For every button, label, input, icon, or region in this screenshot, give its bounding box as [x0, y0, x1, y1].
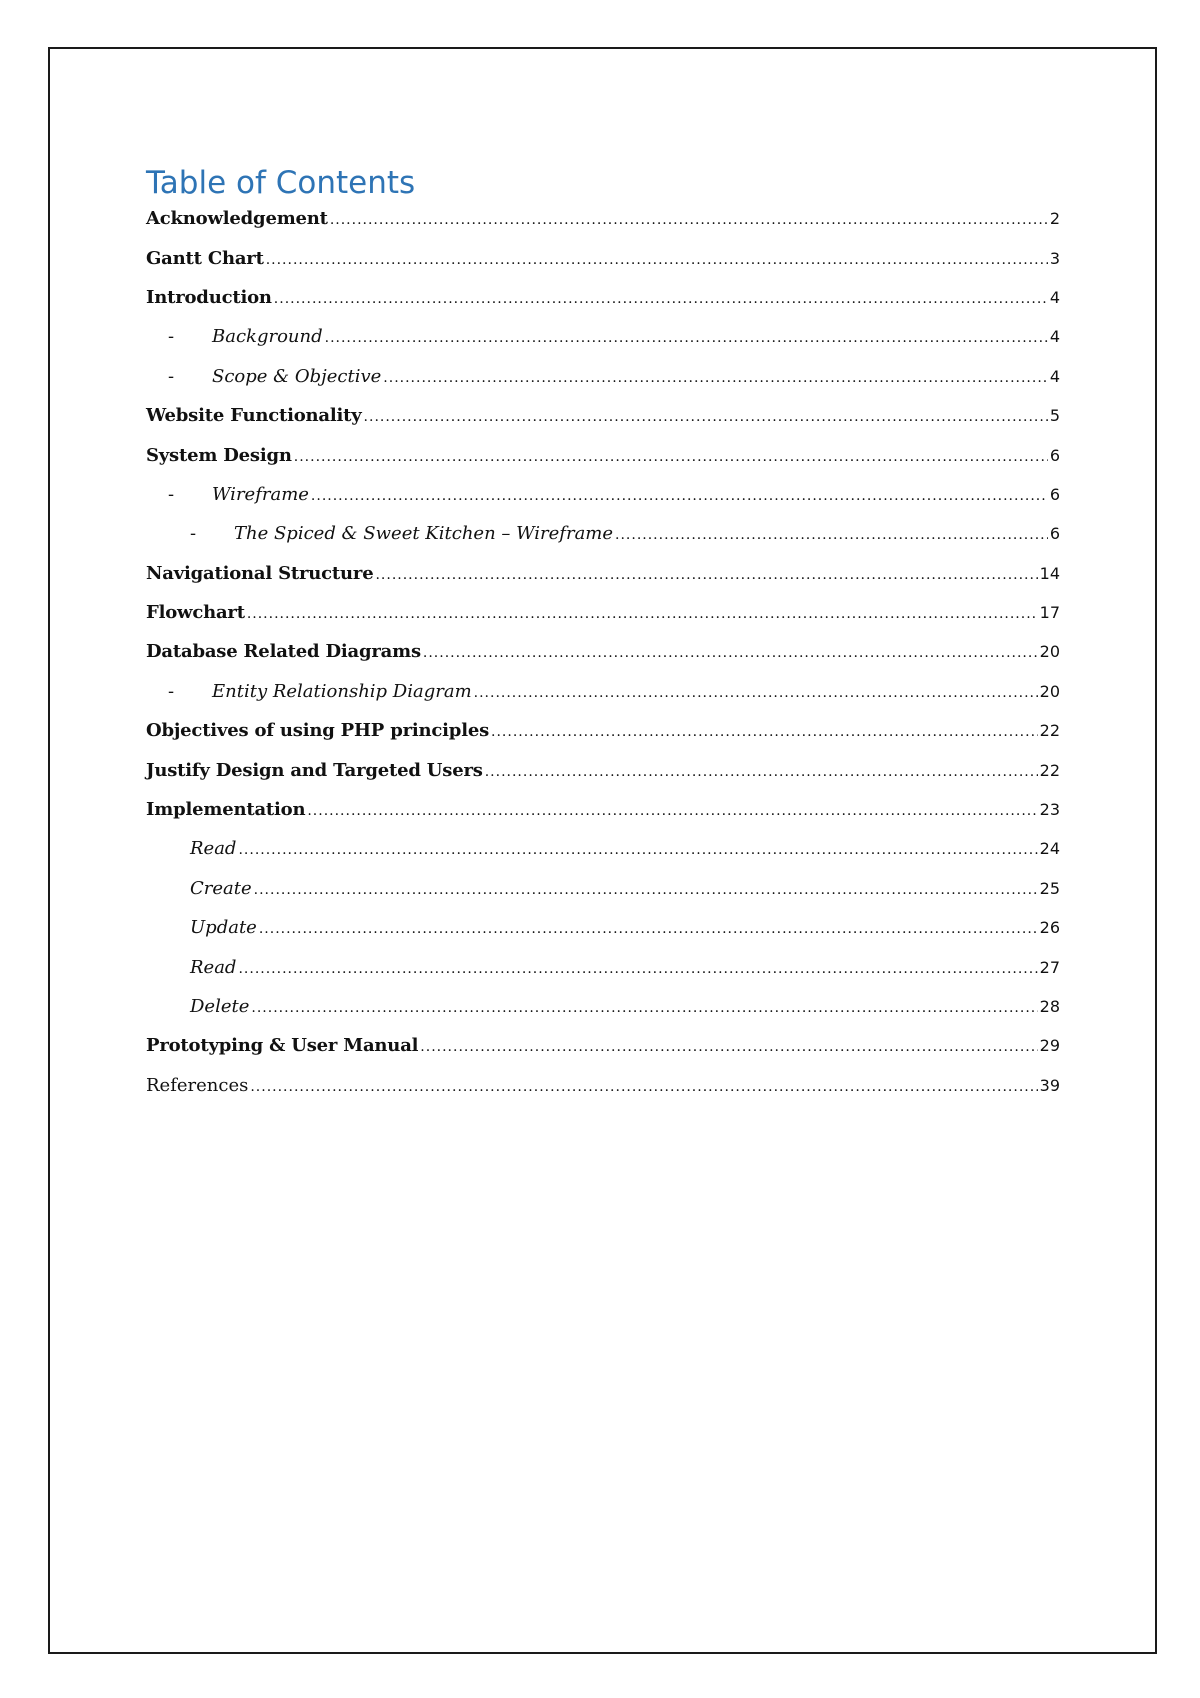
dot-leader [274, 287, 1048, 308]
table-of-contents [146, 165, 1060, 1114]
toc-entry-page: 17 [1039, 603, 1060, 623]
toc-entry-label: Background [212, 326, 323, 348]
dot-leader [251, 996, 1037, 1017]
toc-entry-php-objectives[interactable] [146, 720, 1060, 759]
dot-leader [238, 838, 1037, 859]
toc-entry-page: 6 [1049, 484, 1060, 504]
toc-entry-label: Read [190, 956, 237, 978]
toc-entry-page: 6 [1049, 445, 1060, 465]
toc-entry-page: 25 [1039, 878, 1060, 898]
toc-entry-label: System Design [146, 444, 292, 466]
list-dash: - [168, 680, 175, 702]
toc-entry-page: 28 [1039, 997, 1060, 1016]
toc-entry-implementation[interactable] [146, 799, 1060, 838]
toc-entry-label: Entity Relationship Diagram [212, 680, 472, 702]
toc-entry-introduction[interactable] [146, 287, 1060, 326]
toc-entry-label: The Spiced & Sweet Kitchen – Wireframe [234, 523, 614, 545]
dot-leader [375, 563, 1037, 584]
toc-entry-label: Database Related Diagrams [146, 641, 421, 663]
toc-entry-page: 20 [1039, 642, 1060, 662]
dot-leader [238, 957, 1037, 978]
toc-entry-page: 14 [1039, 563, 1060, 583]
toc-entry-label: Navigational Structure [146, 562, 374, 584]
toc-entry-label: Justify Design and Targeted Users [146, 759, 483, 781]
toc-entry-page: 4 [1049, 327, 1060, 347]
toc-entry-database-diagrams[interactable] [146, 641, 1060, 680]
toc-entry-label: Update [190, 917, 257, 939]
toc-entry-flowchart[interactable] [146, 602, 1060, 641]
toc-entry-background[interactable] [146, 326, 1060, 365]
toc-entry-system-design[interactable] [146, 445, 1060, 484]
toc-entry-wireframe[interactable] [146, 484, 1060, 523]
toc-entry-label: Create [190, 877, 252, 899]
toc-entry-page: 24 [1039, 839, 1060, 859]
toc-entry-scope-objective[interactable] [146, 366, 1060, 405]
toc-entry-page: 20 [1039, 681, 1060, 701]
toc-entry-label: Wireframe [212, 483, 309, 505]
dot-leader [423, 641, 1038, 662]
dot-leader [311, 484, 1048, 505]
dot-leader [330, 208, 1048, 229]
dot-leader [259, 917, 1038, 938]
toc-entry-kitchen-wireframe[interactable] [146, 523, 1060, 562]
list-dash: - [168, 483, 175, 505]
toc-entry-prototyping[interactable] [146, 1035, 1060, 1074]
dot-leader [266, 248, 1048, 269]
toc-entry-label: Gantt Chart [146, 247, 264, 269]
toc-entry-justify-design[interactable] [146, 760, 1060, 799]
toc-entry-page: 22 [1039, 721, 1060, 741]
dot-leader [254, 878, 1038, 899]
toc-entry-references[interactable] [146, 1075, 1060, 1114]
dot-leader [250, 1075, 1037, 1096]
toc-entry-label: Introduction [146, 286, 272, 308]
toc-entry-label: Prototyping & User Manual [146, 1035, 419, 1057]
toc-entry-page: 3 [1049, 248, 1060, 268]
toc-entry-label: Read [190, 838, 237, 860]
dot-leader [474, 681, 1038, 702]
toc-entry-page: 4 [1049, 287, 1060, 307]
toc-entry-label: Flowchart [146, 602, 245, 624]
list-dash: - [168, 365, 175, 387]
dot-leader [485, 760, 1038, 781]
toc-entry-label: Objectives of using PHP principles [146, 720, 490, 742]
dot-leader [325, 326, 1048, 347]
toc-entry-navigational-structure[interactable] [146, 563, 1060, 602]
toc-entry-page: 22 [1039, 760, 1060, 780]
toc-entry-page: 39 [1039, 1075, 1060, 1095]
toc-entry-page: 6 [1049, 524, 1060, 544]
toc-entry-create[interactable] [146, 878, 1060, 917]
toc-entry-read-2[interactable] [146, 957, 1060, 996]
toc-entry-page: 27 [1039, 957, 1060, 977]
dot-leader [307, 799, 1037, 820]
dot-leader [383, 366, 1048, 387]
list-dash: - [168, 326, 175, 348]
dot-leader [294, 445, 1048, 466]
dot-leader [420, 1035, 1037, 1056]
toc-entry-gantt-chart[interactable] [146, 248, 1060, 287]
toc-entry-update[interactable] [146, 917, 1060, 956]
toc-entry-label: Website Functionality [146, 405, 362, 427]
toc-entry-label: References [146, 1074, 249, 1096]
toc-entry-label: Implementation [146, 799, 306, 821]
list-dash: - [190, 523, 197, 545]
toc-list [146, 208, 1060, 1114]
toc-entry-label: Scope & Objective [212, 365, 382, 387]
toc-entry-page: 23 [1039, 800, 1060, 820]
toc-entry-page: 26 [1039, 918, 1060, 938]
dot-leader [615, 523, 1048, 544]
toc-entry-page: 5 [1049, 406, 1060, 426]
dot-leader [247, 602, 1038, 623]
toc-entry-erd[interactable] [146, 681, 1060, 720]
toc-entry-website-functionality[interactable] [146, 405, 1060, 444]
dot-leader [491, 720, 1038, 741]
dot-leader [364, 405, 1048, 426]
toc-entry-page: 2 [1049, 209, 1060, 229]
toc-entry-read[interactable] [146, 838, 1060, 877]
toc-heading: Table of Contents [146, 165, 416, 201]
toc-entry-label: Acknowledgement [146, 208, 328, 230]
toc-entry-page: 29 [1039, 1036, 1060, 1056]
toc-entry-delete[interactable] [146, 996, 1060, 1035]
toc-entry-label: Delete [190, 996, 250, 1017]
toc-entry-page: 4 [1049, 366, 1060, 386]
toc-entry-acknowledgement[interactable] [146, 208, 1060, 247]
